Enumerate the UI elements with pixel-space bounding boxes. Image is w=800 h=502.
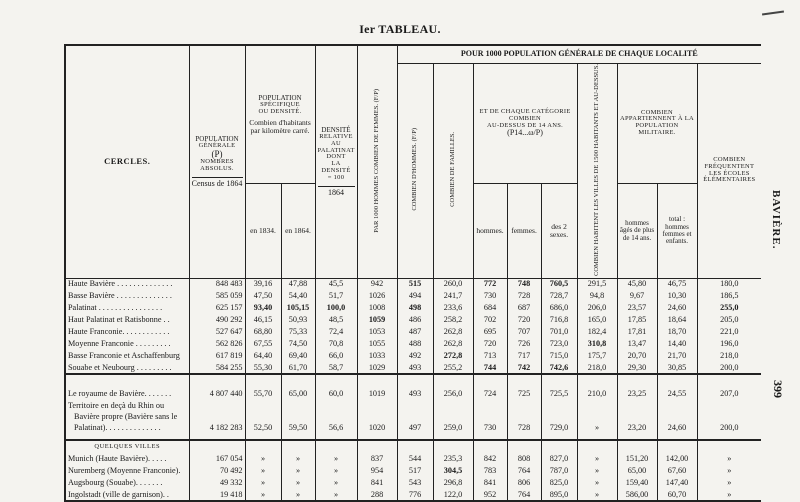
cell-rel: » [315, 453, 357, 465]
cell-fem: 954 [357, 465, 397, 477]
header-militaire: COMBIEN APPARTIENNENT À LA POPULATION MILITAIRE. [617, 63, 697, 184]
cell-vil: 310,8 [577, 338, 617, 350]
cell-mh: 13,47 [617, 338, 657, 350]
cell-d1834: 55,30 [245, 362, 281, 374]
cell-h: 720 [473, 338, 507, 350]
row-label: Augsbourg (Souabe). . . . . . . [65, 477, 189, 489]
cell-d1864: 61,70 [281, 362, 315, 374]
cell-ec: 196,0 [697, 338, 761, 350]
cell-vil: » [577, 489, 617, 501]
header-pour-1000: POUR 1000 POPULATION GÉNÉRALE DE CHAQUE LOCALITÉ [397, 45, 761, 63]
row-label: Basse Franconie et Aschaffenburg [65, 350, 189, 362]
cell-rel: 48,5 [315, 314, 357, 326]
cell-vil: » [577, 465, 617, 477]
cell-mh: 17,85 [617, 314, 657, 326]
header-habitent-villes: COMBIEN HABITENT LES VILLES DE 1500 HABITANTS ET AU-DESSUS. [577, 63, 617, 278]
cell-f: 764 [507, 465, 541, 477]
cell-mh: 29,30 [617, 362, 657, 374]
header-ecoles: COMBIEN FRÉQUENTENT LES ÉCOLES ÉLÉMENTAIRES [697, 63, 761, 278]
cell-hom: 486 [397, 314, 433, 326]
cell-hom: 515 [397, 278, 433, 290]
cell-ec: » [697, 465, 761, 477]
header-deux-sexes: des 2 sexes. [541, 184, 577, 279]
cell-mt: 147,40 [657, 477, 697, 489]
cell-d1864: » [281, 477, 315, 489]
cell-vil: 182,4 [577, 326, 617, 338]
cell-mh: 17,81 [617, 326, 657, 338]
table-row [65, 477, 761, 489]
cell-d1864: 69,40 [281, 350, 315, 362]
cell-f: 687 [507, 302, 541, 314]
cell-s: 716,8 [541, 314, 577, 326]
cell-f: 707 [507, 326, 541, 338]
table-row-territoire-2: Bavière propre (Bavière sans le [65, 411, 761, 422]
cell-h: 713 [473, 350, 507, 362]
cell-s: 701,0 [541, 326, 577, 338]
cell-pop: 584 255 [189, 362, 245, 374]
header-femmes-par-1000-hommes: PAR 1000 HOMMES COMBIEN DE FEMMES. (F/P) [357, 45, 397, 278]
cell-mh: 586,00 [617, 489, 657, 501]
cell-mt: 142,00 [657, 453, 697, 465]
cell-vil: 94,8 [577, 290, 617, 302]
cell-pop: 49 332 [189, 477, 245, 489]
cell-rel: 45,5 [315, 278, 357, 290]
cell-fam: 241,7 [433, 290, 473, 302]
cell-d1834: 46,15 [245, 314, 281, 326]
cell-fem: 1029 [357, 362, 397, 374]
cell-rel: » [315, 465, 357, 477]
cell-hom: 544 [397, 453, 433, 465]
header-1864: en 1864. [281, 184, 315, 279]
cell-mt: 30,85 [657, 362, 697, 374]
header-categorie: ET DE CHAQUE CATÉGORIE COMBIEN AU-DESSUS DE 14 ANS. (P14...ω/P) [473, 63, 577, 184]
cell-hom: 543 [397, 477, 433, 489]
cell-ec: 255,0 [697, 302, 761, 314]
cell-pop: 490 292 [189, 314, 245, 326]
cell-rel: 100,0 [315, 302, 357, 314]
header-hommes: hommes. [473, 184, 507, 279]
cell-pop: 617 819 [189, 350, 245, 362]
cell-fam: 235,3 [433, 453, 473, 465]
cell-hom: 776 [397, 489, 433, 501]
cell-s: 827,0 [541, 453, 577, 465]
table-row [65, 338, 761, 350]
cell-fem: 1055 [357, 338, 397, 350]
table-row [65, 465, 761, 477]
cell-mt: 60,70 [657, 489, 697, 501]
cell-h: 841 [473, 477, 507, 489]
cell-s: 728,7 [541, 290, 577, 302]
cell-mh: 23,57 [617, 302, 657, 314]
cell-ec: 221,0 [697, 326, 761, 338]
statistics-table [64, 44, 761, 502]
cell-s: 787,0 [541, 465, 577, 477]
cell-pop: 585 059 [189, 290, 245, 302]
cell-fem: 1008 [357, 302, 397, 314]
cell-f: 717 [507, 350, 541, 362]
cell-h: 783 [473, 465, 507, 477]
cell-s: 686,0 [541, 302, 577, 314]
cell-hom: 492 [397, 350, 433, 362]
cell-hom: 517 [397, 465, 433, 477]
row-label: Haute Franconie. . . . . . . . . . . . [65, 326, 189, 338]
cell-fem: 942 [357, 278, 397, 290]
cell-fem: 1053 [357, 326, 397, 338]
cell-d1864: 47,88 [281, 278, 315, 290]
row-label: Basse Bavière . . . . . . . . . . . . . . [65, 290, 189, 302]
cell-f: 728 [507, 290, 541, 302]
cell-ec: 218,0 [697, 350, 761, 362]
cell-pop: 70 492 [189, 465, 245, 477]
cell-pop: 848 483 [189, 278, 245, 290]
cell-d1864: 50,93 [281, 314, 315, 326]
cell-s: 723,0 [541, 338, 577, 350]
cell-d1864: 74,50 [281, 338, 315, 350]
table-row [65, 453, 761, 465]
row-label: Nuremberg (Moyenne Franconie). [65, 465, 189, 477]
cell-h: 952 [473, 489, 507, 501]
cell-f: 726 [507, 338, 541, 350]
cell-vil: 175,7 [577, 350, 617, 362]
row-label: Moyenne Franconie . . . . . . . . . [65, 338, 189, 350]
cell-d1834: 67,55 [245, 338, 281, 350]
cell-hom: 488 [397, 338, 433, 350]
cell-vil: 218,0 [577, 362, 617, 374]
cell-d1834: 68,80 [245, 326, 281, 338]
cell-fam: 258,2 [433, 314, 473, 326]
cell-d1834: » [245, 489, 281, 501]
row-label: Palatinat . . . . . . . . . . . . . . . . [65, 302, 189, 314]
cell-rel: 70,8 [315, 338, 357, 350]
cell-h: 772 [473, 278, 507, 290]
statistics-table-sheet [64, 44, 760, 499]
header-densite: DENSITÉ RELATIVE AU PALATINAT DONT LA DENSITÉ = 100 1864 [315, 45, 357, 278]
cell-mh: 20,70 [617, 350, 657, 362]
cell-f: 808 [507, 453, 541, 465]
table-row [65, 302, 761, 314]
cell-mt: 24,60 [657, 302, 697, 314]
row-label: Haut Palatinat et Ratisbonne . . [65, 314, 189, 326]
royaume-body [65, 374, 761, 440]
cell-pop: 527 647 [189, 326, 245, 338]
header-population-specifique: POPULATION SPÉCIFIQUE OU DENSITÉ. Combien d'habitants par kilomètre carré. [245, 45, 315, 184]
header-population-generale: POPULATION GÉNÉRALE (P) NOMBRES ABSOLUS. Census de 1864 [189, 45, 245, 278]
cell-fam: 262,8 [433, 326, 473, 338]
cell-fam: 255,2 [433, 362, 473, 374]
header-mil-total: total : hommes femmes et enfants. [657, 184, 697, 279]
cell-mt: 21,70 [657, 350, 697, 362]
cell-rel: » [315, 489, 357, 501]
corner-mark [762, 10, 784, 15]
cell-fam: 296,8 [433, 477, 473, 489]
table-row [65, 350, 761, 362]
cell-ec: 180,0 [697, 278, 761, 290]
cell-rel: 58,7 [315, 362, 357, 374]
villes-header-row: QUELQUES VILLES [65, 440, 761, 453]
table-row [65, 278, 761, 290]
table-row-territoire-1: Territoire en deçà du Rhin ou [65, 400, 761, 411]
cell-vil: 291,5 [577, 278, 617, 290]
cell-mt: 14,40 [657, 338, 697, 350]
table-row [65, 489, 761, 501]
cell-f: 806 [507, 477, 541, 489]
cell-ec: 205,0 [697, 314, 761, 326]
cell-fem: 1033 [357, 350, 397, 362]
cell-hom: 493 [397, 362, 433, 374]
table-row [65, 290, 761, 302]
table-row-royaume: Le royaume de Bavière. . . . . . . 4 807 440 55,70 65,00 60,0 1019 493 256,0 724 725 725,5 210,0 23,25 24,55 207,0 [65, 388, 761, 400]
cell-h: 684 [473, 302, 507, 314]
row-label: Souabe et Neubourg . . . . . . . . . [65, 362, 189, 374]
header-femmes: femmes. [507, 184, 541, 279]
table-row-territoire: Palatinat). . . . . . . . . . . . . . 4 182 283 52,50 59,50 56,6 1020 497 259,0 730 728 729,0 » 23,20 24,60 200,0 [65, 422, 761, 434]
row-label: Haute Bavière . . . . . . . . . . . . . . [65, 278, 189, 290]
cell-mt: 67,60 [657, 465, 697, 477]
cell-d1834: » [245, 465, 281, 477]
cell-mh: 159,40 [617, 477, 657, 489]
cell-hom: 494 [397, 290, 433, 302]
cell-d1864: 54,40 [281, 290, 315, 302]
cell-s: 715,0 [541, 350, 577, 362]
table-row [65, 314, 761, 326]
cell-fem: 1059 [357, 314, 397, 326]
header-1834: en 1834. [245, 184, 281, 279]
cell-ec: » [697, 453, 761, 465]
cell-h: 730 [473, 290, 507, 302]
cell-vil: » [577, 477, 617, 489]
cell-hom: 487 [397, 326, 433, 338]
row-label: Munich (Haute Bavière). . . . . [65, 453, 189, 465]
header-mil-hommes: hommes âgés de plus de 14 ans. [617, 184, 657, 279]
cell-mt: 46,75 [657, 278, 697, 290]
cell-d1834: 93,40 [245, 302, 281, 314]
cell-rel: » [315, 477, 357, 489]
cell-d1864: » [281, 465, 315, 477]
cell-fem: 837 [357, 453, 397, 465]
cell-fem: 841 [357, 477, 397, 489]
cell-fem: 1026 [357, 290, 397, 302]
row-label: Ingolstadt (ville de garnison). . [65, 489, 189, 501]
cell-pop: 562 826 [189, 338, 245, 350]
table-row [65, 326, 761, 338]
cell-s: 825,0 [541, 477, 577, 489]
cell-vil: 206,0 [577, 302, 617, 314]
cell-f: 742 [507, 362, 541, 374]
cell-rel: 51,7 [315, 290, 357, 302]
cell-rel: 66,0 [315, 350, 357, 362]
cell-d1834: 64,40 [245, 350, 281, 362]
cell-d1864: 75,33 [281, 326, 315, 338]
villes-body [65, 440, 761, 501]
cell-pop: 167 054 [189, 453, 245, 465]
cell-mh: 65,00 [617, 465, 657, 477]
header-combien-familles: COMBIEN DE FAMILLES. [433, 63, 473, 278]
cell-d1834: » [245, 453, 281, 465]
cell-fam: 304,5 [433, 465, 473, 477]
cell-mh: 151,20 [617, 453, 657, 465]
cell-h: 842 [473, 453, 507, 465]
table-row [65, 362, 761, 374]
cell-h: 695 [473, 326, 507, 338]
cell-mh: 9,67 [617, 290, 657, 302]
cell-f: 748 [507, 278, 541, 290]
cell-ec: 186,5 [697, 290, 761, 302]
cell-mt: 10,30 [657, 290, 697, 302]
cell-mh: 45,80 [617, 278, 657, 290]
page-number: 399 [771, 380, 785, 398]
cell-f: 720 [507, 314, 541, 326]
cell-ec: 200,0 [697, 362, 761, 374]
cercles-body [65, 278, 761, 374]
cell-s: 895,0 [541, 489, 577, 501]
cell-h: 744 [473, 362, 507, 374]
cell-ec: » [697, 489, 761, 501]
cell-fem: 288 [357, 489, 397, 501]
cell-mt: 18,64 [657, 314, 697, 326]
cell-d1834: 39,16 [245, 278, 281, 290]
cell-rel: 72,4 [315, 326, 357, 338]
cell-ec: » [697, 477, 761, 489]
cell-fam: 233,6 [433, 302, 473, 314]
cell-d1864: » [281, 489, 315, 501]
cell-d1864: 105,15 [281, 302, 315, 314]
cell-s: 742,6 [541, 362, 577, 374]
cell-d1864: » [281, 453, 315, 465]
cell-h: 702 [473, 314, 507, 326]
cell-vil: 165,0 [577, 314, 617, 326]
page-title: Ier TABLEAU. [359, 22, 441, 36]
cell-mt: 18,70 [657, 326, 697, 338]
cell-f: 764 [507, 489, 541, 501]
cell-fam: 272,8 [433, 350, 473, 362]
header-cercles: CERCLES. [65, 45, 189, 278]
cell-fam: 260,0 [433, 278, 473, 290]
cell-s: 760,5 [541, 278, 577, 290]
header-combien-hommes: COMBIEN D'HOMMES. (F/P) [397, 63, 433, 278]
side-label: BAVIÈRE. [770, 190, 782, 250]
cell-d1834: 47,50 [245, 290, 281, 302]
cell-fam: 262,8 [433, 338, 473, 350]
cell-fam: 122,0 [433, 489, 473, 501]
cell-pop: 19 418 [189, 489, 245, 501]
cell-pop: 625 157 [189, 302, 245, 314]
cell-d1834: » [245, 477, 281, 489]
cell-hom: 498 [397, 302, 433, 314]
cell-vil: » [577, 453, 617, 465]
